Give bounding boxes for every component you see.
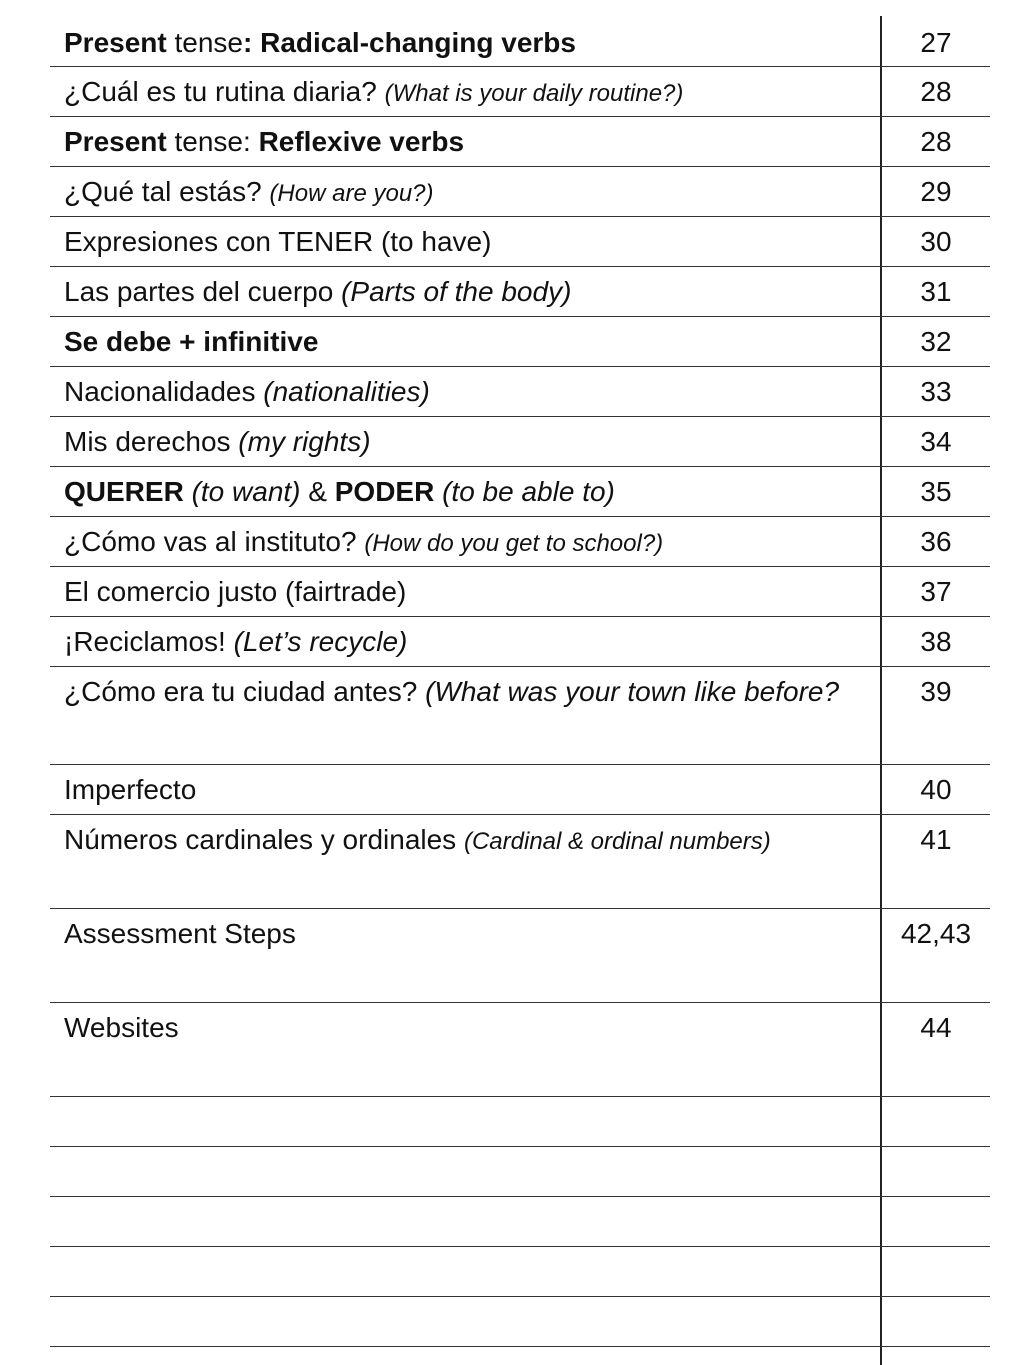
toc-entry-title	[64, 22, 864, 64]
toc-entry-text: (Parts of the body)	[341, 276, 572, 307]
toc-entry-text: (nationalities)	[263, 376, 430, 407]
toc-entry-text: (to want)	[183, 476, 301, 507]
toc-row	[50, 1147, 990, 1197]
toc-entry-text: Nacionalidades	[64, 376, 264, 407]
toc-page-number: 38	[920, 626, 952, 657]
toc-entry-text: ¿Cuál es tu rutina diaria?	[64, 76, 385, 107]
toc-entry-text: &	[300, 476, 335, 507]
toc-entry-text: PODER	[334, 476, 435, 507]
toc-page-number: 30	[920, 226, 952, 257]
toc-entry-text: Se debe + infinitive	[64, 326, 319, 357]
toc-page-number: 39	[920, 676, 952, 707]
toc-entry-text: (What is your daily routine?)	[384, 80, 684, 107]
toc-entry-text: (Cardinal & ordinal numbers)	[463, 828, 771, 855]
toc-entry-text: Expresiones con TENER (to have)	[64, 226, 492, 257]
toc-row	[50, 1197, 990, 1247]
toc-entry-text: Números cardinales y ordinales	[64, 824, 464, 855]
toc-entry-text: Websites	[64, 1012, 179, 1043]
toc-row	[50, 667, 990, 765]
toc-entry-text: ¡Reciclamos!	[64, 626, 234, 657]
toc-entry-text: tense:	[166, 126, 259, 157]
toc-page-number: 35	[920, 476, 952, 507]
toc-entry-text: Imperfecto	[64, 774, 197, 805]
toc-row	[50, 567, 990, 617]
toc-row	[50, 217, 990, 267]
toc-page-number: 36	[920, 526, 952, 557]
toc-entry-title	[64, 471, 864, 513]
toc-entry-title	[64, 819, 864, 863]
toc-entry-text: : Radical-changing verbs	[243, 27, 576, 58]
toc-row	[50, 517, 990, 567]
toc-entry-text: ¿Cómo era tu ciudad antes?	[64, 676, 426, 707]
toc-entry-text: Reflexive verbs	[258, 126, 465, 157]
toc-page-number: 27	[920, 27, 952, 58]
toc-entry-text: (to be able to)	[434, 476, 615, 507]
toc-entry-text: El comercio justo (fairtrade)	[64, 576, 407, 607]
toc-entry-title	[64, 71, 864, 115]
toc-entry-title	[64, 913, 864, 955]
toc-entry-text: tense	[166, 27, 243, 58]
toc-row	[50, 1003, 990, 1097]
toc-entry-title	[64, 171, 864, 215]
toc-row	[50, 117, 990, 167]
toc-page-number: 40	[920, 774, 952, 805]
toc-page-number: 33	[920, 376, 952, 407]
toc-row	[50, 765, 990, 815]
toc-row	[50, 16, 990, 67]
toc-entry-text: Assessment Steps	[64, 918, 296, 949]
toc-row	[50, 1097, 990, 1147]
toc-row	[50, 267, 990, 317]
toc-page-number: 37	[920, 576, 952, 607]
toc-page-number: 44	[920, 1012, 952, 1043]
toc-page-number: 34	[920, 426, 952, 457]
toc-entry-title	[64, 271, 864, 313]
table-of-contents	[50, 0, 990, 1365]
toc-page-number: 29	[920, 176, 952, 207]
toc-row	[50, 367, 990, 417]
toc-entry-text: (How do you get to school?)	[364, 530, 664, 557]
toc-entry-title	[64, 571, 864, 613]
toc-page-number: 31	[920, 276, 952, 307]
toc-page-number: 28	[920, 126, 952, 157]
toc-row	[50, 417, 990, 467]
toc-entry-title	[64, 671, 864, 713]
toc-entry-text: Las partes del cuerpo	[64, 276, 342, 307]
toc-entry-text: Present	[64, 27, 167, 58]
toc-entry-text: (How are you?)	[269, 180, 434, 207]
toc-row	[50, 317, 990, 367]
toc-page-number: 28	[920, 76, 952, 107]
toc-row	[50, 815, 990, 909]
toc-row	[50, 67, 990, 117]
toc-row	[50, 909, 990, 1003]
toc-entry-title	[64, 769, 864, 811]
toc-entry-text: (my rights)	[238, 426, 371, 457]
toc-page-number: 41	[920, 824, 952, 855]
toc-row	[50, 1297, 990, 1347]
toc-row	[50, 467, 990, 517]
toc-entry-text: (Let’s recycle)	[233, 626, 408, 657]
toc-row	[50, 167, 990, 217]
toc-entry-text: Mis derechos	[64, 426, 239, 457]
toc-entry-text: Present	[64, 126, 167, 157]
toc-entry-title	[64, 371, 864, 413]
toc-entry-title	[64, 421, 864, 463]
toc-entry-title	[64, 621, 864, 663]
toc-entry-title	[64, 521, 864, 565]
toc-entry-title	[64, 321, 864, 363]
toc-entry-text: ¿Qué tal estás?	[64, 176, 270, 207]
toc-page-number: 42,43	[900, 918, 972, 949]
toc-entry-text: (What was your town like before?	[425, 676, 840, 707]
toc-row	[50, 1247, 990, 1297]
toc-entry-title	[64, 1007, 864, 1049]
toc-row	[50, 617, 990, 667]
toc-entry-text: QUERER	[64, 476, 184, 507]
toc-entry-title	[64, 221, 864, 263]
toc-entry-title	[64, 121, 864, 163]
toc-entry-text: ¿Cómo vas al instituto?	[64, 526, 365, 557]
toc-page-number: 32	[920, 326, 952, 357]
